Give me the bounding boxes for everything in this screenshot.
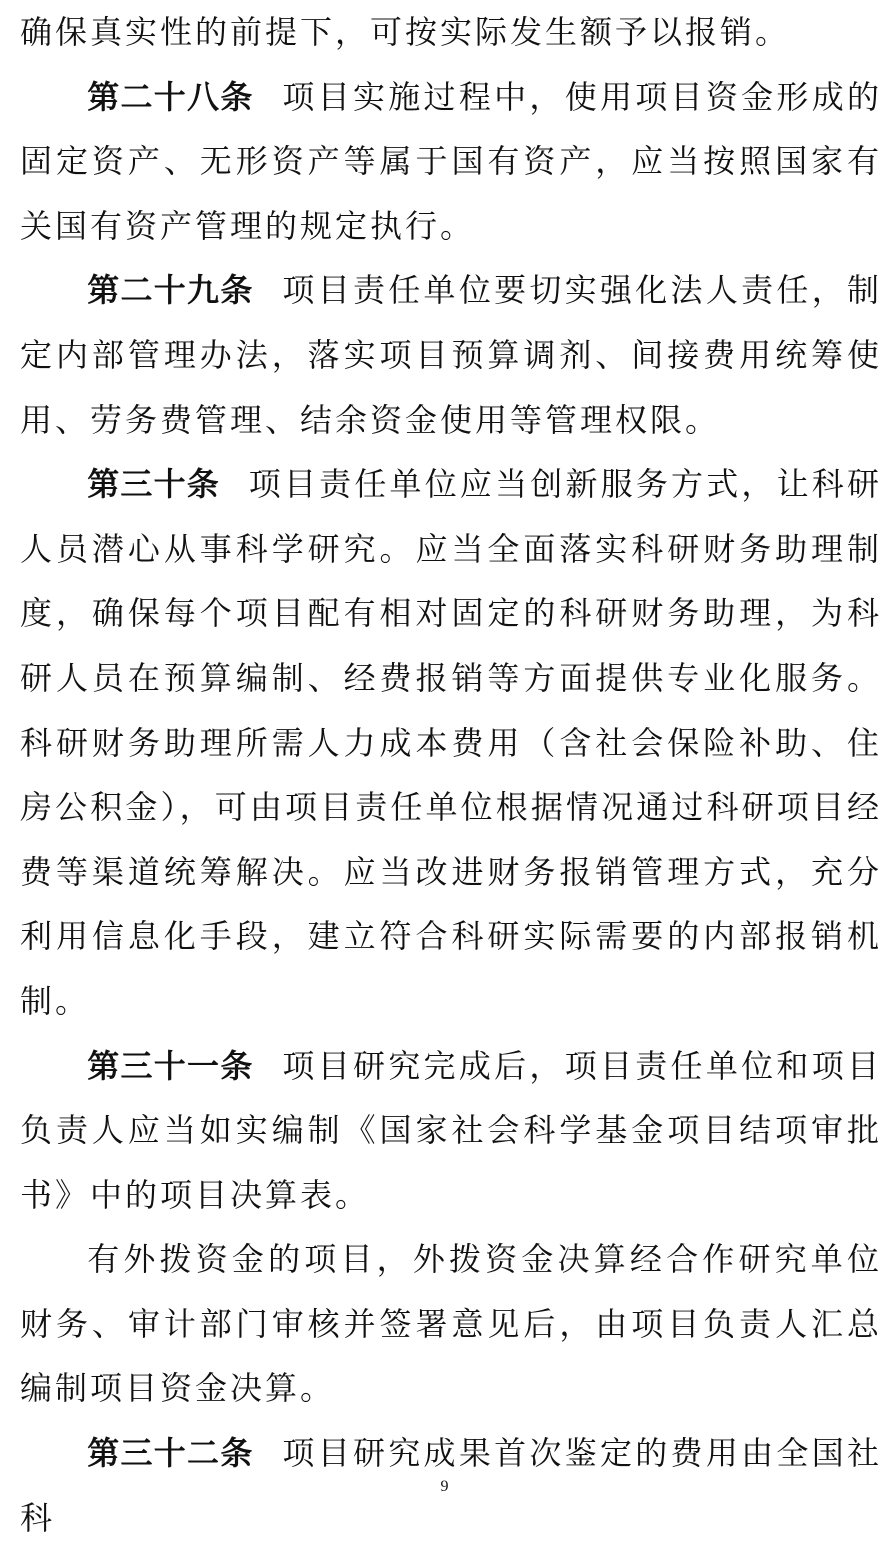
article-30 — [20, 452, 882, 1033]
paragraph-text: 项目研究完成后，项目责任单位和项目负责人应当如实编制《国家社会科学基金项目结项审批书》中的项目决算表。 — [20, 1046, 882, 1214]
page-number: 9 — [440, 1478, 449, 1495]
article-28 — [20, 65, 882, 259]
article-heading: 第三十二条 — [87, 1434, 254, 1473]
article-29 — [20, 258, 882, 452]
article-heading: 第三十一条 — [87, 1046, 254, 1085]
article-heading: 第二十九条 — [87, 271, 254, 310]
article-heading: 第三十条 — [87, 465, 220, 504]
paragraph-text: 项目责任单位应当创新服务方式，让科研人员潜心从事科学研究。应当全面落实科研财务助理制度，确保每个项目配有相对固定的科研财务助理，为科研人员在预算编制、经费报销等方面提供专业化服务。科研财务助理所需人力成本费用（含社会保险补助、住房公积金），可由项目责任单位根据情况通过科研项目经费等渠道统筹解决。应当改进财务报销管理方式，充分利用信息化手段，建立符合科研实际需要的内部报销机制。 — [20, 465, 882, 1020]
paragraph-external-funds — [20, 1227, 882, 1421]
paragraph-text: 有外拨资金的项目，外拨资金决算经合作研究单位财务、审计部门审核并签署意见后，由项目负责人汇总编制项目资金决算。 — [20, 1240, 882, 1408]
article-31 — [20, 1034, 882, 1228]
body-text — [20, 0, 882, 1550]
paragraph-text: 项目责任单位要切实强化法人责任，制定内部管理办法，落实项目预算调剂、间接费用统筹使用、劳务费管理、结余资金使用等管理权限。 — [20, 271, 882, 439]
article-heading: 第二十八条 — [87, 77, 254, 116]
paragraph-text: 项目实施过程中，使用项目资金形成的固定资产、无形资产等属于国有资产，应当按照国家有关国有资产管理的规定执行。 — [20, 77, 882, 245]
paragraph-text: 确保真实性的前提下，可按实际发生额予以报销。 — [20, 13, 791, 51]
paragraph-text: 项目研究成果首次鉴定的费用由全国社科 — [20, 1434, 882, 1537]
paragraph-continuation — [20, 0, 882, 65]
